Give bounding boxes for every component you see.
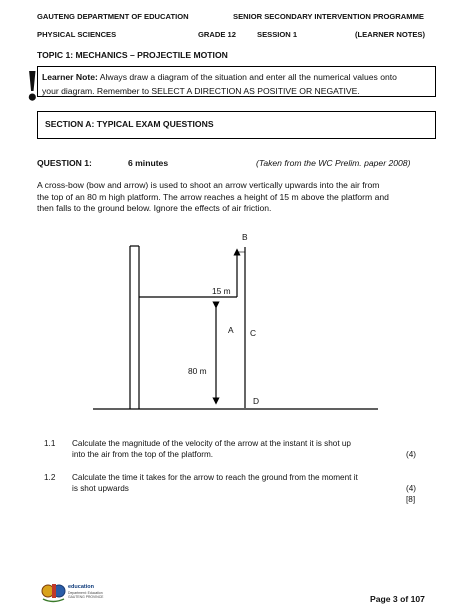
question-text-line: A cross-bow (bow and arrow) is used to shoot an arrow vertically upwards into the air from <box>37 180 380 190</box>
topic-title: TOPIC 1: MECHANICS – PROJECTILE MOTION <box>37 50 228 60</box>
header-subject: PHYSICAL SCIENCES <box>37 30 117 39</box>
label-15m: 15 m <box>212 286 231 296</box>
logo-text: education <box>68 584 94 590</box>
exclamation-icon: ! <box>25 61 40 110</box>
page-number: Page 3 of 107 <box>370 594 425 604</box>
label-c: C <box>250 328 257 338</box>
item-number: 1.2 <box>44 473 56 482</box>
item-number: 1.1 <box>44 439 56 448</box>
header-notes-type: (LEARNER NOTES) <box>355 30 426 39</box>
question-source: (Taken from the WC Prelim. paper 2008) <box>256 158 411 168</box>
item-text <box>72 438 351 460</box>
section-title: SECTION A: TYPICAL EXAM QUESTIONS <box>45 119 214 129</box>
header-programme: SENIOR SECONDARY INTERVENTION PROGRAMME <box>233 12 424 21</box>
item-text <box>72 472 358 494</box>
header-session: SESSION 1 <box>257 30 298 39</box>
learner-note-line1: Always draw a diagram of the situation and enter all the numerical values onto <box>97 72 397 82</box>
label-d: D <box>253 396 260 406</box>
question-total: [8] <box>406 495 416 504</box>
label-a: A <box>228 325 234 335</box>
question-number: QUESTION 1: <box>37 158 92 168</box>
learner-note-label: Learner Note: <box>42 72 98 82</box>
question-text-line: then falls to the ground below. Ignore the effects of air friction. <box>37 203 272 214</box>
question-text-line: the top of an 80 m high platform. The arrow reaches a height of 15 m above the platform and <box>37 191 389 202</box>
item-marks: (4) <box>406 484 417 493</box>
header-grade: GRADE 12 <box>198 30 236 39</box>
label-80m: 80 m <box>188 366 207 376</box>
learner-note-line2: your diagram. Remember to SELECT A DIRECTION AS POSITIVE OR NEGATIVE. <box>42 86 360 96</box>
question-time: 6 minutes <box>128 158 169 168</box>
item-line: is shot upwards <box>72 484 129 493</box>
item-line: Calculate the magnitude of the velocity of the arrow at the instant it is shot up <box>72 439 351 448</box>
gauteng-education-logo <box>38 577 108 605</box>
item-line: Calculate the time it takes for the arrow to reach the ground from the moment it <box>72 473 358 482</box>
item-marks: (4) <box>406 450 417 459</box>
logo-subtext: Department: Education GAUTENG PROVINCE <box>68 591 104 599</box>
item-line: into the air from the top of the platform. <box>72 450 214 459</box>
label-b: B <box>242 232 248 242</box>
header-org: GAUTENG DEPARTMENT OF EDUCATION <box>37 12 189 21</box>
